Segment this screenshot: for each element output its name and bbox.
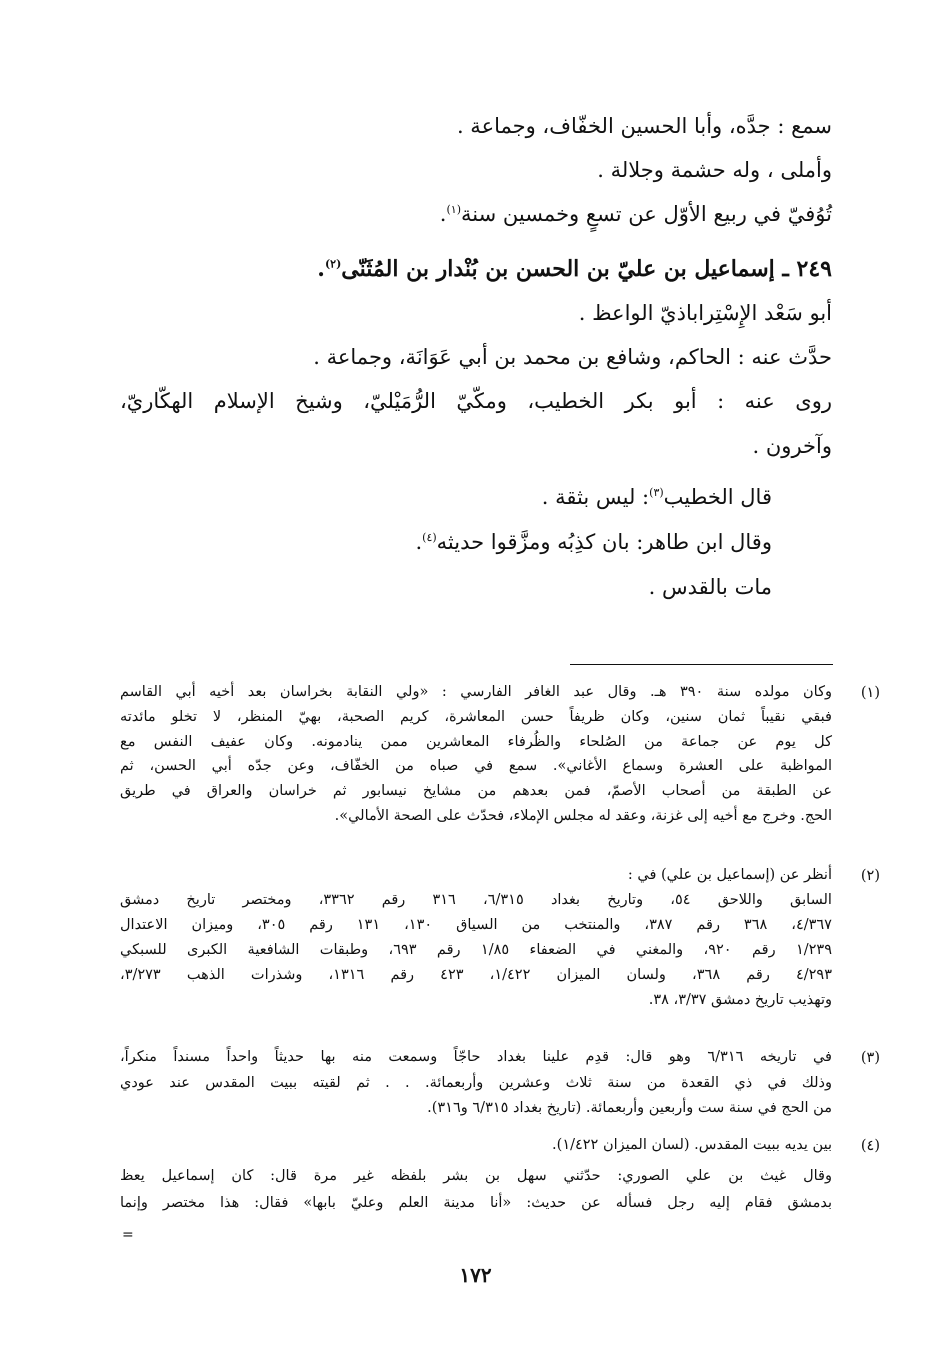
page-number: ١٧٢ (459, 1263, 492, 1287)
footnote-ref: (٣) (649, 486, 664, 499)
continuation-mark: = (122, 1227, 134, 1243)
text-line (415, 532, 772, 553)
footnote-ref: (٢) (324, 257, 342, 271)
footnote-line: ١/٢٣٩ رقم ٩٢٠، والمغني في الضعفاء ١/٨٥ رقم ٦٩٣، وطبقات الشافعية الكبرى للسبكي (120, 942, 832, 958)
text-line: وأملى ، وله حشمة وجلالة . (597, 158, 832, 182)
footnote-line: وتهذيب تاريخ دمشق ٣/٣٧، ٣٨. (648, 992, 832, 1008)
text-segment: وقال ابن طاهر: بان كذِبُه ومزَّقوا حديثه (436, 530, 772, 554)
footnote-line: المواظبة على العشرة وسماع الأغاني». سمع في صباه من الخفّاف، وعن جدّه أبي الحسن، ثم (120, 758, 832, 774)
footnote-line: عن الطبقة من أصحاب الأصمّ، فمن بعدهم من مشايخ نيسابور ثم خراسان والعراق في طريق (120, 783, 832, 799)
footnote-separator (570, 664, 833, 665)
footnote-line: وذلك في ذي القعدة من سنة ثلاث وعشرين وأربعمائة. . . ثم لقيته ببيت المقدس عند عودي (120, 1075, 832, 1091)
footnote-line: السابق واللاحق ٥٤، وتاريخ بغداد ٦/٣١٥، ٣١٦ رقم ٣٣٦٢، ومختصر تاريخ دمشق (120, 892, 832, 908)
footnote-number: (٤) (860, 1138, 880, 1154)
text-segment: قال الخطيب (663, 485, 772, 509)
text-line: أبو سَعْد الإِسْتِراباذيّ الواعظ . (578, 301, 832, 325)
footnote-number: (١) (860, 685, 880, 701)
footnote-line: كل يوم عن جماعة من الصُلحاء والظُرفاء المعاشرين ممن ينادمونه. وكان عفيف النفس مع (120, 734, 832, 750)
text-segment: . (439, 202, 447, 226)
footnote-line: في تاريخه ٦/٣١٦ وهو قال: قدِم علينا بغداد حاجّاً وسمعت منه بها حديثاً واحداً مسنداً منكراً، (120, 1049, 832, 1065)
footnote-number: (٣) (860, 1050, 880, 1066)
text-segment: . (415, 530, 423, 554)
text-line: سمع : جدَّه، وأبا الحسين الخفّاف، وجماعة . (456, 114, 832, 138)
footnote-line: الحج. وخرج مع أخيه إلى غزنة، وعقد له مجلس الإملاء، فحدّث على الصحة الأمالي». (334, 808, 832, 824)
text-line: حدَّث عنه : الحاكم، وشافع بن محمد بن أبي عَوَانَة، وجماعة . (313, 345, 832, 369)
text-segment: . (317, 256, 325, 282)
text-line (440, 204, 832, 225)
footnote-line: ٤/٣٦٧، ٣٦٨ رقم ٣٨٧، والمنتخب من السياق ١٣٠، ١٣١ رقم ٣٠٥، وميزان الاعتدال (120, 917, 832, 933)
heading-text: ٢٤٩ ـ إسماعيل بن عليّ بن الحسن بن بُنْدار بن المُثَنّى (341, 256, 832, 282)
text-line: روى عنه : أبو بكر الخطيب، ومكّيّ الرُّمَيْليّ، وشيخ الإسلام الهكّاريّ، (120, 389, 832, 413)
footnote-number: (٢) (860, 868, 880, 884)
text-line: مات بالقدس . (648, 575, 772, 599)
text-line (542, 487, 772, 508)
footnote-line: ٤/٢٩٣ رقم ٣٦٨، ولسان الميزان ١/٤٢٢، ٤٢٣ رقم ١٣١٦، وشذرات الذهب ٣/٢٧٣، (120, 967, 832, 983)
footnote-line: من الحج في سنة ست وأربعين وأربعمائة. (تاريخ بغداد ٦/٣١٥ و٣١٦). (427, 1100, 832, 1116)
footnote-ref: (٤) (422, 531, 437, 544)
text-line: وآخرون . (752, 434, 832, 458)
footnote-ref: (١) (446, 203, 461, 216)
footnote-line: فبقي نقيباً ثمان سنين، وكان ظريفاً حسن المعاشرة، كريم الصحبة، بهيّ المنظر، لا تخلو مائدته (120, 709, 832, 725)
footnote-line: بدمشق فقام إليه رجل فسأله عن حديث: «أنا مدينة العلم وعليّ بابها» فقال: هذا مختصر وإنما (120, 1195, 832, 1211)
footnote-line: بين يديه ببيت المقدس. (لسان الميزان ١/٤٢٢). (552, 1137, 832, 1153)
entry-heading (317, 258, 832, 280)
text-segment: : ليس بثقة . (541, 485, 650, 509)
footnote-line: وقال غيث بن علي الصوري: حدّثني سهل بن بشر بلفظه غير مرة قال: كان إسماعيل يعظ (120, 1168, 832, 1184)
footnote-line: وكان مولده سنة ٣٩٠ هـ. وقال عبد الغافر الفارسي : «ولي النقابة بخراسان بعد أخيه أبي القاسم (120, 684, 832, 700)
footnote-line: أنظر عن (إسماعيل بن علي) في : (627, 867, 832, 883)
text-segment: تُوُفيّ في ربيع الأوّل عن تسعٍ وخمسين سنة (461, 202, 832, 226)
